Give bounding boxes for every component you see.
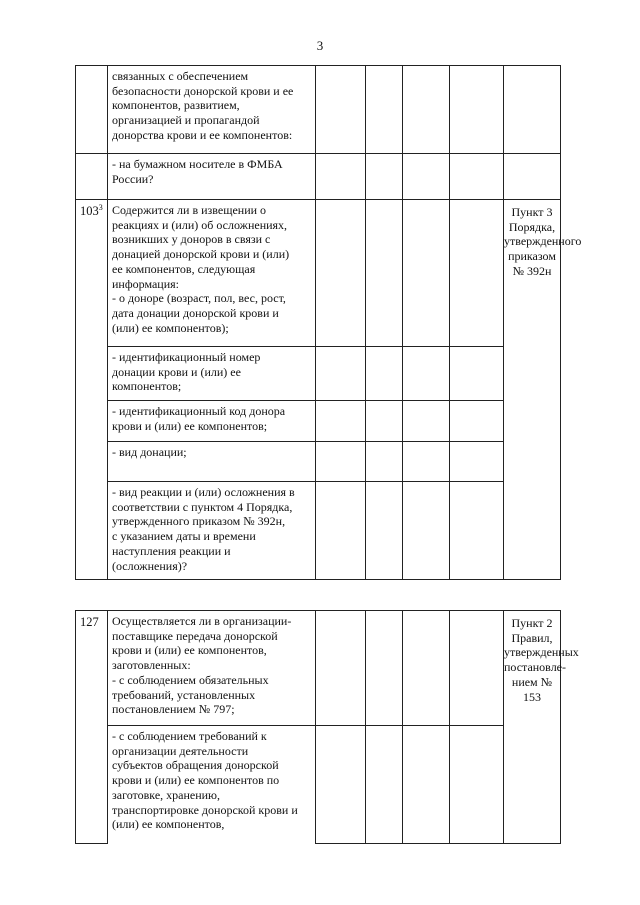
answer-cell: [366, 200, 403, 347]
question-cell: - с соблюдением требований к организации деятельности субъектов обращения донорской крови и (или) ее компонентов по заготовке, хранению, транспортировке донорской крови и (или) ее компонентов,: [108, 726, 316, 844]
reference-cell: [504, 154, 561, 200]
checklist-table-1: [75, 65, 582, 580]
answer-cell: [316, 401, 366, 442]
answer-cell: [450, 611, 504, 726]
question-cell: Содержится ли в извещении о реакциях и (или) об осложнениях, возникших у доноров в связи с донацией донорской крови и (или) ее компонентов, следующая информация: - о доноре (возраст, пол, вес, рост, дата донации донорской крови и (или) ее компонентов);: [108, 200, 316, 347]
answer-cell: [403, 154, 450, 200]
table-row: [76, 401, 561, 442]
answer-cell: [450, 726, 504, 844]
answer-cell: [366, 401, 403, 442]
answer-cell: [316, 66, 366, 154]
answer-cell: [403, 482, 450, 580]
item-number: 127: [76, 611, 108, 844]
item-number: $103^3$: [76, 200, 108, 580]
answer-cell: [316, 482, 366, 580]
answer-cell: [450, 401, 504, 442]
page-number: 3: [316, 38, 324, 53]
checklist-table-2: [75, 610, 579, 844]
reference-cell: Пункт 2 Правил, утвержденных постановле-нием № 153: [504, 611, 561, 844]
table-row: [76, 611, 561, 726]
table-row: [76, 347, 561, 401]
answer-cell: [366, 482, 403, 580]
answer-cell: [450, 154, 504, 200]
question-cell: Осуществляется ли в организации- поставщике передача донорской крови и (или) ее компонентов, заготовленных: - с соблюдением обязательных требований, установленных постановлением № 797;: [108, 611, 316, 726]
table-row: [76, 482, 561, 580]
answer-cell: [450, 200, 504, 347]
answer-cell: [316, 611, 366, 726]
answer-cell: [450, 347, 504, 401]
question-cell: - вид донации;: [108, 442, 316, 482]
answer-cell: [450, 482, 504, 580]
question-cell: связанных с обеспечением безопасности донорской крови и ее компонентов, развитием, организацией и пропагандой донорства крови и ее компонентов:: [108, 66, 316, 154]
table-row: [76, 442, 561, 482]
answer-cell: [366, 154, 403, 200]
table-row: [76, 726, 561, 844]
number-cell: [76, 154, 108, 200]
answer-cell: [316, 347, 366, 401]
table-row: [76, 154, 561, 200]
answer-cell: [366, 726, 403, 844]
answer-cell: [450, 66, 504, 154]
question-cell: - идентификационный номер донации крови и (или) ее компонентов;: [108, 347, 316, 401]
answer-cell: [316, 726, 366, 844]
answer-cell: [366, 347, 403, 401]
answer-cell: [403, 347, 450, 401]
table-row: [76, 200, 561, 347]
question-cell: - на бумажном носителе в ФМБА России?: [108, 154, 316, 200]
answer-cell: [316, 442, 366, 482]
answer-cell: [316, 200, 366, 347]
answer-cell: [403, 401, 450, 442]
number-cell: [76, 66, 108, 154]
question-cell: - вид реакции и (или) осложнения в соответствии с пунктом 4 Порядка, утвержденного приказом № 392н, с указанием даты и времени наступления реакции и (осложнения)?: [108, 482, 316, 580]
answer-cell: [403, 611, 450, 726]
reference-cell: [504, 66, 561, 154]
answer-cell: [366, 66, 403, 154]
answer-cell: [366, 611, 403, 726]
answer-cell: [316, 154, 366, 200]
table-row: [76, 66, 561, 154]
answer-cell: [403, 442, 450, 482]
reference-cell: Пункт 3 Порядка, утвержденного приказом № 392н: [504, 200, 561, 580]
answer-cell: [403, 66, 450, 154]
answer-cell: [450, 442, 504, 482]
answer-cell: [403, 726, 450, 844]
answer-cell: [403, 200, 450, 347]
answer-cell: [366, 442, 403, 482]
question-cell: - идентификационный код донора крови и (или) ее компонентов;: [108, 401, 316, 442]
